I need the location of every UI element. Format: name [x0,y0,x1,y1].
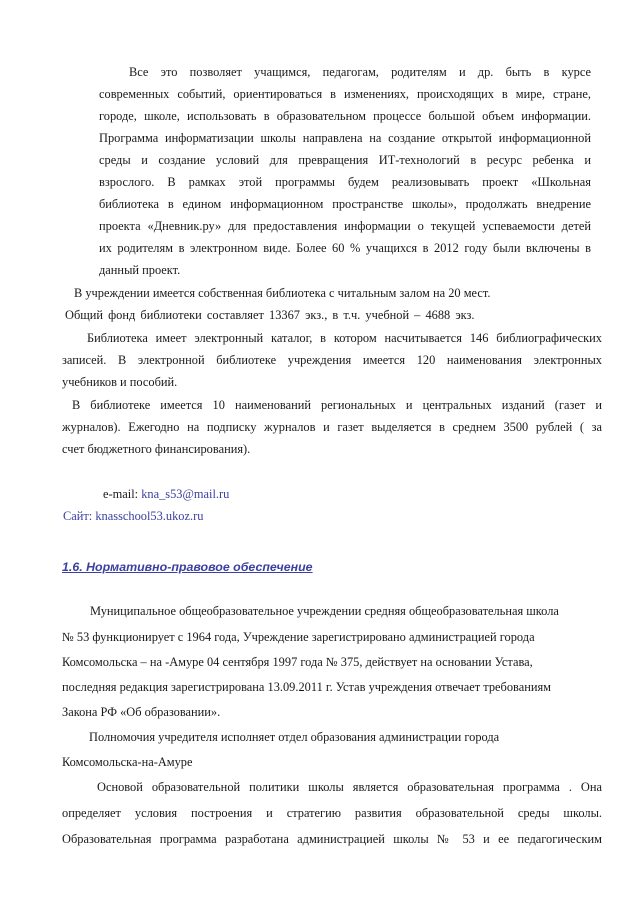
paragraph-line: библиотека в едином информационном пространстве школы», продолжать внедрение [99,197,591,211]
site-line [63,509,203,524]
paragraph-line: Программа информатизации школы направлена на создание открытой информационной [99,131,591,145]
paragraph-line: Основой образовательной политики школы является образовательная программа . Она [97,780,602,794]
paragraph-line: Все это позволяет учащимся, педагогам, родителям и др. быть в курсе [129,65,591,79]
email-label: e-mail: [103,487,142,501]
paragraph-line: В библиотеке имеется 10 наименований региональных и центральных изданий (газет и [72,398,602,412]
paragraph-line: Муниципальное общеобразовательное учреждении средняя общеобразовательная школа [90,604,559,618]
paragraph-line: учебников и пособий. [62,375,178,389]
paragraph-line: записей. В электронной библиотеке учреждения имеется 120 наименования электронных [62,353,602,367]
paragraph-line: современных событий, ориентироваться в изменениях, происходящих в мире, стране, [99,87,591,101]
paragraph-line: журналов). Ежегодно на подписку журналов и газет выделяется в среднем 3500 рублей ( за [62,420,602,434]
library-line: В учреждении имеется собственная библиотека с читальным залом на 20 мест. [74,286,491,300]
paragraph-line: взрослого. В рамках этой программы будем реализовывать проект «Школьная [99,175,591,189]
paragraph-line: Комсомольска – на -Амуре 04 сентября 1997 года № 375, действует на основании Устава, [62,655,533,669]
library-line: Общий фонд библиотеки составляет 13367 экз., в т.ч. учебной – 4688 экз. [65,308,475,322]
paragraph-line: счет бюджетного финансирования). [62,442,251,456]
paragraph-line: Образовательная программа разработана администрацией школы № 53 и ее педагогическим [62,832,602,846]
paragraph-line: городе, школе, использовать в образовательном процессе большой объем информации. [99,109,591,123]
paragraph-line: их родителям в электронном виде. Более 60 % учащихся в 2012 году были включены в [99,241,591,255]
paragraph-line: последняя редакция зарегистрирована 13.09.2011 г. Устав учреждения отвечает требованиям [62,680,552,694]
paragraph-line: Закона РФ «Об образовании». [62,705,221,719]
site-link[interactable]: knasschool53.ukoz.ru [95,509,204,523]
section-heading: 1.6. Нормативно-правовое обеспечение [62,560,313,574]
paragraph-line: Полномочия учредителя исполняет отдел образования администрации города [89,730,500,744]
paragraph-line: среды и создание условий для превращения ИТ-технологий в ресурс ребенка и [99,153,591,167]
email-link[interactable]: kna_s53@mail.ru [141,487,230,501]
paragraph-line: данный проект. [99,263,181,277]
site-label: Сайт: [63,509,96,523]
paragraph-line: Библиотека имеет электронный каталог, в котором насчитывается 146 библиографических [87,331,602,345]
paragraph-line: определяет условия построения и стратегию развития образовательной среды школы. [62,806,602,820]
paragraph-line: проекта «Дневник.ру» для предоставления информации о текущей успеваемости детей [99,219,591,233]
email-line [103,487,229,502]
paragraph-line: Комсомольска-на-Амуре [62,755,193,769]
paragraph-line: № 53 функционирует с 1964 года, Учреждение зарегистрировано администрацией города [62,630,535,644]
